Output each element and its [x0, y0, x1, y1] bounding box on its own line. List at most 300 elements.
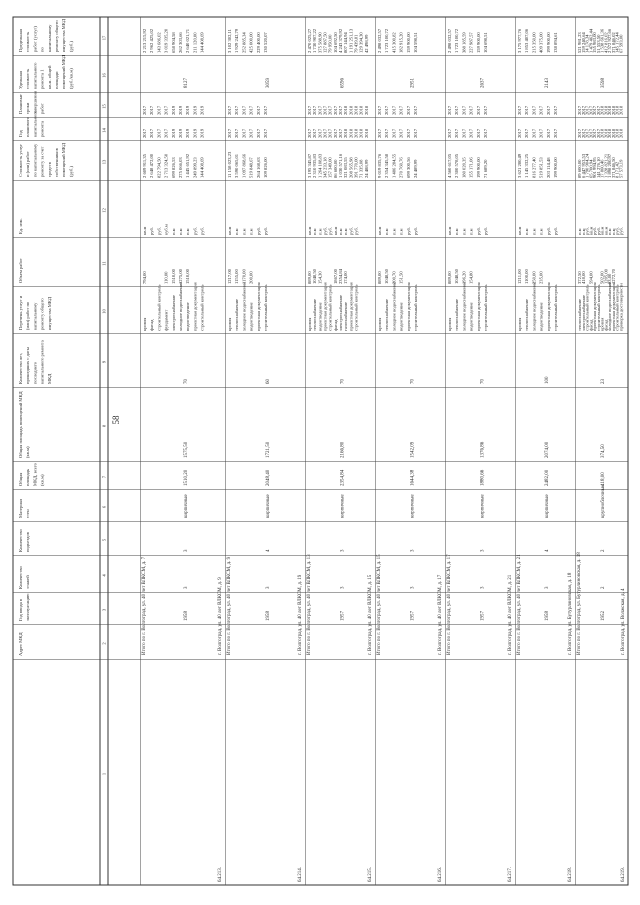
record-wall: крупноблочные [601, 484, 607, 518]
record-area-total: 2354,84 [340, 469, 346, 486]
work-unit: п.м [580, 228, 586, 235]
work-qty: 2354,84 [338, 269, 343, 284]
header-col-17: стоимость [25, 31, 31, 52]
work-name: теплоснабжение [384, 298, 390, 331]
work-unit: п.м [538, 228, 544, 235]
work-name: фасад [149, 319, 155, 331]
record-floors: 3 [410, 586, 416, 589]
work-unit: руб. [618, 227, 624, 235]
work-deadline: 2018 [358, 105, 364, 115]
work-cost: 17 860,46 [599, 159, 605, 178]
header-col-14: Год [18, 130, 23, 137]
work-cost: 816 277,40 [531, 157, 537, 178]
header-col-13: (руб.) [68, 165, 74, 177]
work-cost: 2 713 324,50 [163, 153, 169, 178]
record-entrances: 3 [410, 549, 416, 552]
header-col-5: подъездов [25, 532, 31, 552]
work-cost: 2 354 345,58 [384, 153, 390, 178]
work-deadline: 2018 [353, 105, 359, 115]
work-year: 2017 [307, 128, 312, 138]
work-unit: п.м [312, 228, 318, 235]
work-deadline: 2017 [312, 105, 318, 115]
work-deadline: 2017 [413, 105, 418, 115]
work-cost: 321 083,55 [343, 157, 349, 178]
work-year: 2017 [553, 128, 558, 138]
work-year: 2019 [185, 128, 191, 138]
work-deadline: 2018 [618, 105, 624, 115]
work-year: 2019 [170, 128, 176, 138]
work-name: проектная документация [405, 282, 411, 331]
work-deadline: 2017 [391, 105, 397, 115]
column-number-3: 3 [101, 608, 107, 612]
work-cost: 2 648 472,00 [149, 153, 155, 178]
work-qty: 154,30 [317, 271, 323, 284]
header-col-8: Общая площадь помещений МКД [18, 391, 23, 458]
work-year: 2019 [178, 128, 183, 138]
header-col-6: Материал [18, 498, 23, 518]
record-floors: 3 [266, 586, 271, 589]
work-unit: руб. [255, 227, 261, 235]
column-number-9: 9 [101, 360, 107, 364]
work-deadline: 2017 [483, 105, 488, 115]
work-limit: 2 572 927,66 [607, 28, 612, 53]
work-year: 2018 [614, 128, 620, 138]
work-deadline: 2017 [580, 105, 586, 115]
record-entrances: 3 [340, 549, 346, 552]
record-area-total: 1880,66 [480, 469, 486, 486]
record-unit-cost: 3598 [601, 78, 607, 88]
work-unit: кв.м [517, 226, 522, 235]
work-qty: 174,00 [343, 271, 349, 284]
work-limit: 1 929 242,79 [234, 28, 240, 53]
work-unit: кв.м [332, 226, 338, 235]
work-year: 2017 [384, 128, 390, 138]
work-limit: 3 019 335,20 [163, 28, 169, 53]
work-year: 2017 [227, 128, 232, 138]
header-col-4: Количество [18, 566, 23, 589]
record-address: г. Волгоград, ул. 40 лет ВЛКСМ, д. 17 [438, 574, 443, 655]
header-col-15: Плановые [18, 94, 23, 114]
record-years-since: 70 [340, 379, 346, 384]
record-year: 1957 [480, 611, 486, 621]
record-unit-cost: 3059 [266, 78, 271, 88]
record-total: Итого по г. Волгоград, ул. 40 лет ВЛКСМ, д. 15 [377, 554, 382, 655]
work-qty: 1048,50 [312, 269, 318, 284]
work-qty: 418,00 [580, 271, 586, 284]
work-qty: 110,00 [163, 271, 169, 284]
work-deadline: 2017 [454, 105, 460, 115]
column-number-15: 15 [101, 104, 107, 109]
work-limit: 215 350,00 [531, 32, 537, 53]
work-cost: 86 600,00 [332, 159, 338, 178]
column-number-8: 8 [101, 424, 107, 428]
work-name: проектная документация [545, 282, 551, 331]
column-number-11: 11 [101, 261, 107, 266]
work-cost: 180 020,35 [461, 157, 467, 178]
work-limit: 1 723 100,72 [384, 28, 390, 53]
work-unit: п.м [531, 228, 537, 235]
work-year: 2017 [163, 128, 169, 138]
work-deadline: 2017 [588, 105, 594, 115]
work-name: фундамент [163, 309, 169, 331]
work-unit: куб.м [163, 224, 169, 235]
column-number-2: 2 [101, 642, 107, 645]
work-limit: 104 698,51 [483, 32, 488, 53]
record-area-rooms: 1721,50 [266, 441, 271, 458]
work-cost: 9 019 835,76 [377, 153, 382, 178]
header-col-16: площади [54, 71, 59, 89]
work-qty: 83,00 [607, 273, 612, 284]
work-name: газоснабжение [343, 302, 349, 331]
work-cost: 519 848,67 [248, 157, 254, 178]
header-col-16: (руб./кв.м) [68, 68, 74, 89]
record-wall: кирпичные [183, 494, 189, 518]
work-deadline: 2017 [531, 105, 537, 115]
record-entrances: 2 [601, 549, 607, 552]
work-year: 2017 [391, 128, 397, 138]
record-area-rooms: 1376,86 [480, 441, 486, 458]
header-col-10: капитальному [32, 302, 38, 330]
work-name: кровля [447, 317, 452, 331]
work-year: 2019 [192, 128, 198, 138]
work-cost: 1 445 651,92 [185, 153, 191, 178]
work-unit: п.м [317, 228, 323, 235]
work-deadline: 2017 [517, 105, 522, 115]
work-year: 2017 [454, 128, 460, 138]
work-cost: 1 486 284,55 [391, 153, 397, 178]
work-limit: 211 120,00 [192, 32, 198, 53]
column-number-7: 7 [101, 475, 107, 479]
work-limit: 409 375,00 [538, 32, 544, 53]
work-cost: 1 898 200,97 [607, 153, 612, 178]
work-year: 2018 [599, 128, 605, 138]
work-name: кровля [377, 317, 382, 331]
record-address: г. Волгоград, ул. Бутурлиновская, д. 18 [568, 572, 573, 655]
work-year: 2017 [398, 128, 404, 138]
work-deadline: 2017 [307, 105, 312, 115]
work-cost: 109 826,00 [263, 157, 268, 178]
work-unit: п.м [610, 228, 616, 235]
work-cost: 199 900,00 [475, 157, 481, 178]
work-cost: 71 689,20 [483, 159, 488, 178]
work-name: холодное водоснабжение [178, 281, 183, 331]
work-qty: 889,00 [377, 271, 382, 284]
work-limit: 129 394,30 [358, 32, 364, 53]
record-floors: 3 [545, 586, 550, 589]
work-year: 2017 [447, 128, 452, 138]
work-name: теплоснабжение [312, 298, 318, 331]
work-limit: 1 723 100,72 [454, 28, 460, 53]
work-unit: п.м [241, 228, 247, 235]
work-cost: 2 310 935,83 [312, 153, 318, 178]
header-col-17: по [39, 47, 45, 52]
work-name: электроснабжение [338, 294, 343, 331]
work-year: 2017 [531, 128, 537, 138]
work-unit: руб. [348, 227, 354, 235]
record-year: 1957 [340, 611, 346, 621]
work-unit: п.м [398, 228, 404, 235]
work-unit: кв.м [142, 226, 147, 235]
record-entrances: 4 [545, 549, 550, 552]
work-name: теплоснабжение [577, 298, 582, 331]
work-deadline: 2019 [185, 105, 191, 115]
record-area-rooms: 2074,00 [545, 441, 550, 458]
work-deadline: 2017 [524, 105, 530, 115]
work-cost: 208 565,98 [348, 157, 354, 178]
work-deadline: 2017 [241, 105, 247, 115]
header-col-10: ремонту общего [39, 298, 45, 330]
work-limit: 159 900,00 [475, 32, 481, 53]
record-area-total: 2482,00 [545, 469, 550, 486]
record-years-since: 70 [410, 379, 416, 384]
work-deadline: 2017 [156, 105, 162, 115]
work-year: 2017 [468, 128, 474, 138]
work-cost: 2 609 911,35 [142, 154, 147, 178]
record-address: г. Волгоград, ул. 40 лет ВЛКСМ, д. 21 [508, 574, 513, 655]
record-address: г. Волгоград, ул. 40 лет ВЛКСМ, д. 19 [298, 574, 303, 655]
work-unit: кв.м [447, 226, 452, 235]
work-deadline: 2017 [577, 105, 582, 115]
work-year: 2017 [312, 128, 318, 138]
work-limit: 371 846,02 [610, 32, 616, 53]
work-unit: руб. [156, 227, 162, 235]
work-name: кровля [599, 317, 605, 331]
work-unit: п.м [607, 228, 612, 235]
work-unit: п.м [461, 228, 467, 235]
header-col-2: Адрес МКД [18, 632, 23, 656]
work-name: проверка достоверности [618, 283, 624, 331]
record-floors: 3 [480, 586, 486, 589]
record-wall: кирпичные [480, 494, 486, 518]
work-deadline: 2019 [199, 105, 205, 115]
header-col-17: капитальному [46, 24, 52, 52]
header-col-13: помещений МКД [61, 143, 67, 177]
header-col-13: по капитальному [32, 143, 38, 177]
work-year: 2017 [248, 128, 254, 138]
record-area-total: 418,00 [601, 472, 607, 486]
work-unit: п.м [170, 228, 176, 235]
work-limit: 2 962 425,02 [149, 28, 155, 53]
work-year: 2017 [234, 128, 240, 138]
record-year: 1958 [183, 611, 189, 621]
record-years-since: 70 [480, 379, 486, 384]
work-cost: 3 195 345,87 [307, 153, 312, 178]
work-deadline: 2017 [384, 105, 390, 115]
work-cost: 822 794,50 [156, 157, 162, 178]
work-limit: 807 144,94 [343, 32, 349, 53]
work-unit: п.м [384, 228, 390, 235]
work-name: проектная документация [348, 282, 354, 331]
record-floors: 3 [183, 586, 189, 589]
header-col-9: прошедших с даты [25, 347, 31, 384]
column-number-16: 16 [101, 73, 107, 78]
work-deadline: 2018 [603, 105, 609, 115]
record-address: г. Волгоград, ул. 40 лет ВЛКСМ, д. 9 [218, 577, 223, 655]
work-year: 2017 [338, 128, 343, 138]
record-unit-cost: 2637 [480, 78, 486, 88]
header-col-8: (кв.м) [25, 446, 31, 458]
header-col-16: капитального [32, 62, 38, 89]
work-name: проектная документация [255, 282, 261, 331]
record-year: 1958 [545, 611, 550, 621]
header-col-14: планового [25, 116, 31, 137]
work-qty: 196,20 [461, 271, 467, 284]
work-cost: 1 097 868,66 [241, 153, 247, 178]
work-name: теплоснабжение [454, 298, 460, 331]
record-unit-cost: 2143 [545, 78, 550, 88]
work-deadline: 2017 [398, 105, 404, 115]
work-limit: 159 900,00 [405, 32, 411, 53]
work-limit: 3 102 302,11 [227, 29, 232, 53]
work-cost: 1 328 821,21 [603, 153, 609, 178]
header-col-12: Ед. изм. [18, 218, 23, 234]
work-qty: 250,00 [531, 271, 537, 284]
work-cost: 6 447 953,53 [580, 153, 586, 178]
work-limit: 2 640 021,71 [185, 28, 191, 53]
work-limit: 425 000,00 [248, 32, 254, 53]
record-number: 64.215. [368, 867, 373, 882]
work-year: 2017 [327, 128, 333, 138]
column-number-12: 12 [101, 208, 107, 213]
work-limit: 1 730 907,22 [312, 28, 318, 53]
work-unit: п.м [178, 228, 183, 235]
work-name: теплоснабжение [524, 298, 530, 331]
work-year: 2018 [348, 128, 354, 138]
work-limit: 79 950,00 [327, 34, 333, 53]
work-name: строительный контроль [584, 284, 590, 331]
work-year: 2017 [322, 128, 328, 138]
work-cost: 8 171,42 [614, 161, 620, 178]
header-col-3: Год ввода в [18, 598, 23, 621]
work-year: 2017 [545, 128, 551, 138]
work-year: 2017 [149, 128, 155, 138]
work-qty: 1100,00 [524, 269, 530, 284]
record-area-total: 2048,40 [266, 469, 271, 486]
work-name: проектная документация [592, 282, 597, 331]
work-name: фасад [332, 319, 338, 331]
work-deadline: 2017 [332, 105, 338, 115]
work-name: проектная документация [610, 282, 616, 331]
work-name: строительный контроль [595, 284, 601, 331]
work-unit: руб. [483, 227, 488, 235]
work-qty: 1510,00 [185, 269, 191, 284]
header-col-15: завершения [32, 91, 38, 114]
work-unit: п.м [524, 228, 530, 235]
work-qty: 889,00 [447, 271, 452, 284]
work-deadline: 2017 [468, 105, 474, 115]
work-cost: 141 276,10 [595, 157, 601, 178]
work-name: проектная документация [192, 282, 198, 331]
record-area-rooms: 374,50 [601, 444, 607, 458]
record-area-rooms: 1542,09 [410, 441, 416, 458]
work-unit: кв.м [599, 226, 605, 235]
work-unit: руб. [263, 227, 268, 235]
work-year: 2017 [156, 128, 162, 138]
work-cost: 203 114,48 [545, 157, 551, 178]
work-unit: руб. [595, 227, 601, 235]
work-deadline: 2017 [255, 105, 261, 115]
work-limit: 182 915,20 [398, 32, 404, 53]
work-unit: кв.м [307, 226, 312, 235]
work-limit: 104 692,50 [332, 32, 338, 53]
work-name: строительный контроль [353, 284, 359, 331]
work-cost: 89 600,00 [577, 159, 582, 178]
work-year: 2018 [358, 128, 364, 138]
work-cost: 345 233,18 [322, 157, 328, 178]
work-qty: 1211,00 [517, 269, 522, 284]
record-total: Итого по г. Волгоград, ул. 40 лет ВЛКСМ, д. 7 [142, 556, 147, 655]
header-col-16: Удельная [18, 71, 23, 89]
work-name: теплоснабжение [234, 298, 240, 331]
header-col-16: стоимость [25, 68, 31, 89]
header-col-15: работ [39, 103, 45, 114]
work-unit: руб. [475, 227, 481, 235]
work-limit: 1 853 407,06 [524, 28, 530, 53]
work-cost: 4 560 617,05 [447, 153, 452, 178]
column-number-13: 13 [101, 159, 107, 165]
work-unit: п.м [468, 228, 474, 235]
header-col-13: собственников [54, 148, 59, 177]
work-name: холодное водоснабжение [241, 281, 247, 331]
header-col-9: Количество лет, [18, 352, 23, 384]
work-deadline: 2017 [461, 105, 467, 115]
work-qty: 1205,00 [603, 269, 609, 284]
work-name: водоотведение [317, 302, 323, 331]
work-year: 2017 [475, 128, 481, 138]
work-cost: 199 900,00 [553, 157, 558, 178]
work-cost: 699 826,53 [170, 157, 176, 178]
record-address: г. Волгоград, ул. 40 лет ВЛКСМ, д. 15 [368, 574, 373, 655]
work-name: строительный контроль [413, 284, 418, 331]
work-limit: 3 175 977,76 [517, 28, 522, 53]
work-unit: руб. [413, 227, 418, 235]
work-limit: 14 178,34 [584, 34, 590, 53]
work-unit: руб. [405, 227, 411, 235]
work-year: 2017 [580, 128, 586, 138]
work-cost: 144 408,69 [199, 157, 205, 178]
work-year: 2019 [199, 128, 205, 138]
work-year: 2017 [538, 128, 544, 138]
work-deadline: 2017 [149, 105, 155, 115]
record-number: 64.218. [568, 867, 573, 882]
work-name: водоотведение [538, 302, 544, 331]
work-cost: 519 851,53 [538, 157, 544, 178]
work-unit: руб. [149, 227, 155, 235]
work-unit: п.м [343, 228, 349, 235]
work-deadline: 2019 [192, 105, 198, 115]
work-deadline: 2017 [338, 105, 343, 115]
header-col-13: средств [46, 162, 52, 177]
work-cost: 901 994,95 [592, 157, 597, 178]
work-year: 2018 [603, 128, 609, 138]
header-col-7: Общая [18, 472, 23, 486]
work-name: водоотведение [185, 302, 191, 331]
record-floors: 3 [340, 586, 346, 589]
work-name: водоотведение [398, 302, 404, 331]
work-qty: 154,80 [468, 271, 474, 284]
work-cost: 371 846,50 [610, 157, 616, 178]
work-unit: кв.м [603, 226, 609, 235]
work-qty: 594,00 [588, 271, 594, 284]
record-year: 1952 [601, 611, 607, 621]
work-cost: 1 030 571,16 [338, 153, 343, 178]
work-unit: руб. [199, 227, 205, 235]
work-limit: 143 686,02 [156, 32, 162, 53]
header-col-5: Количество [18, 529, 23, 552]
work-unit: п.м [185, 228, 191, 235]
work-cost: 11 158 023,23 [227, 151, 232, 178]
work-limit: 1 479 462,44 [588, 28, 594, 53]
